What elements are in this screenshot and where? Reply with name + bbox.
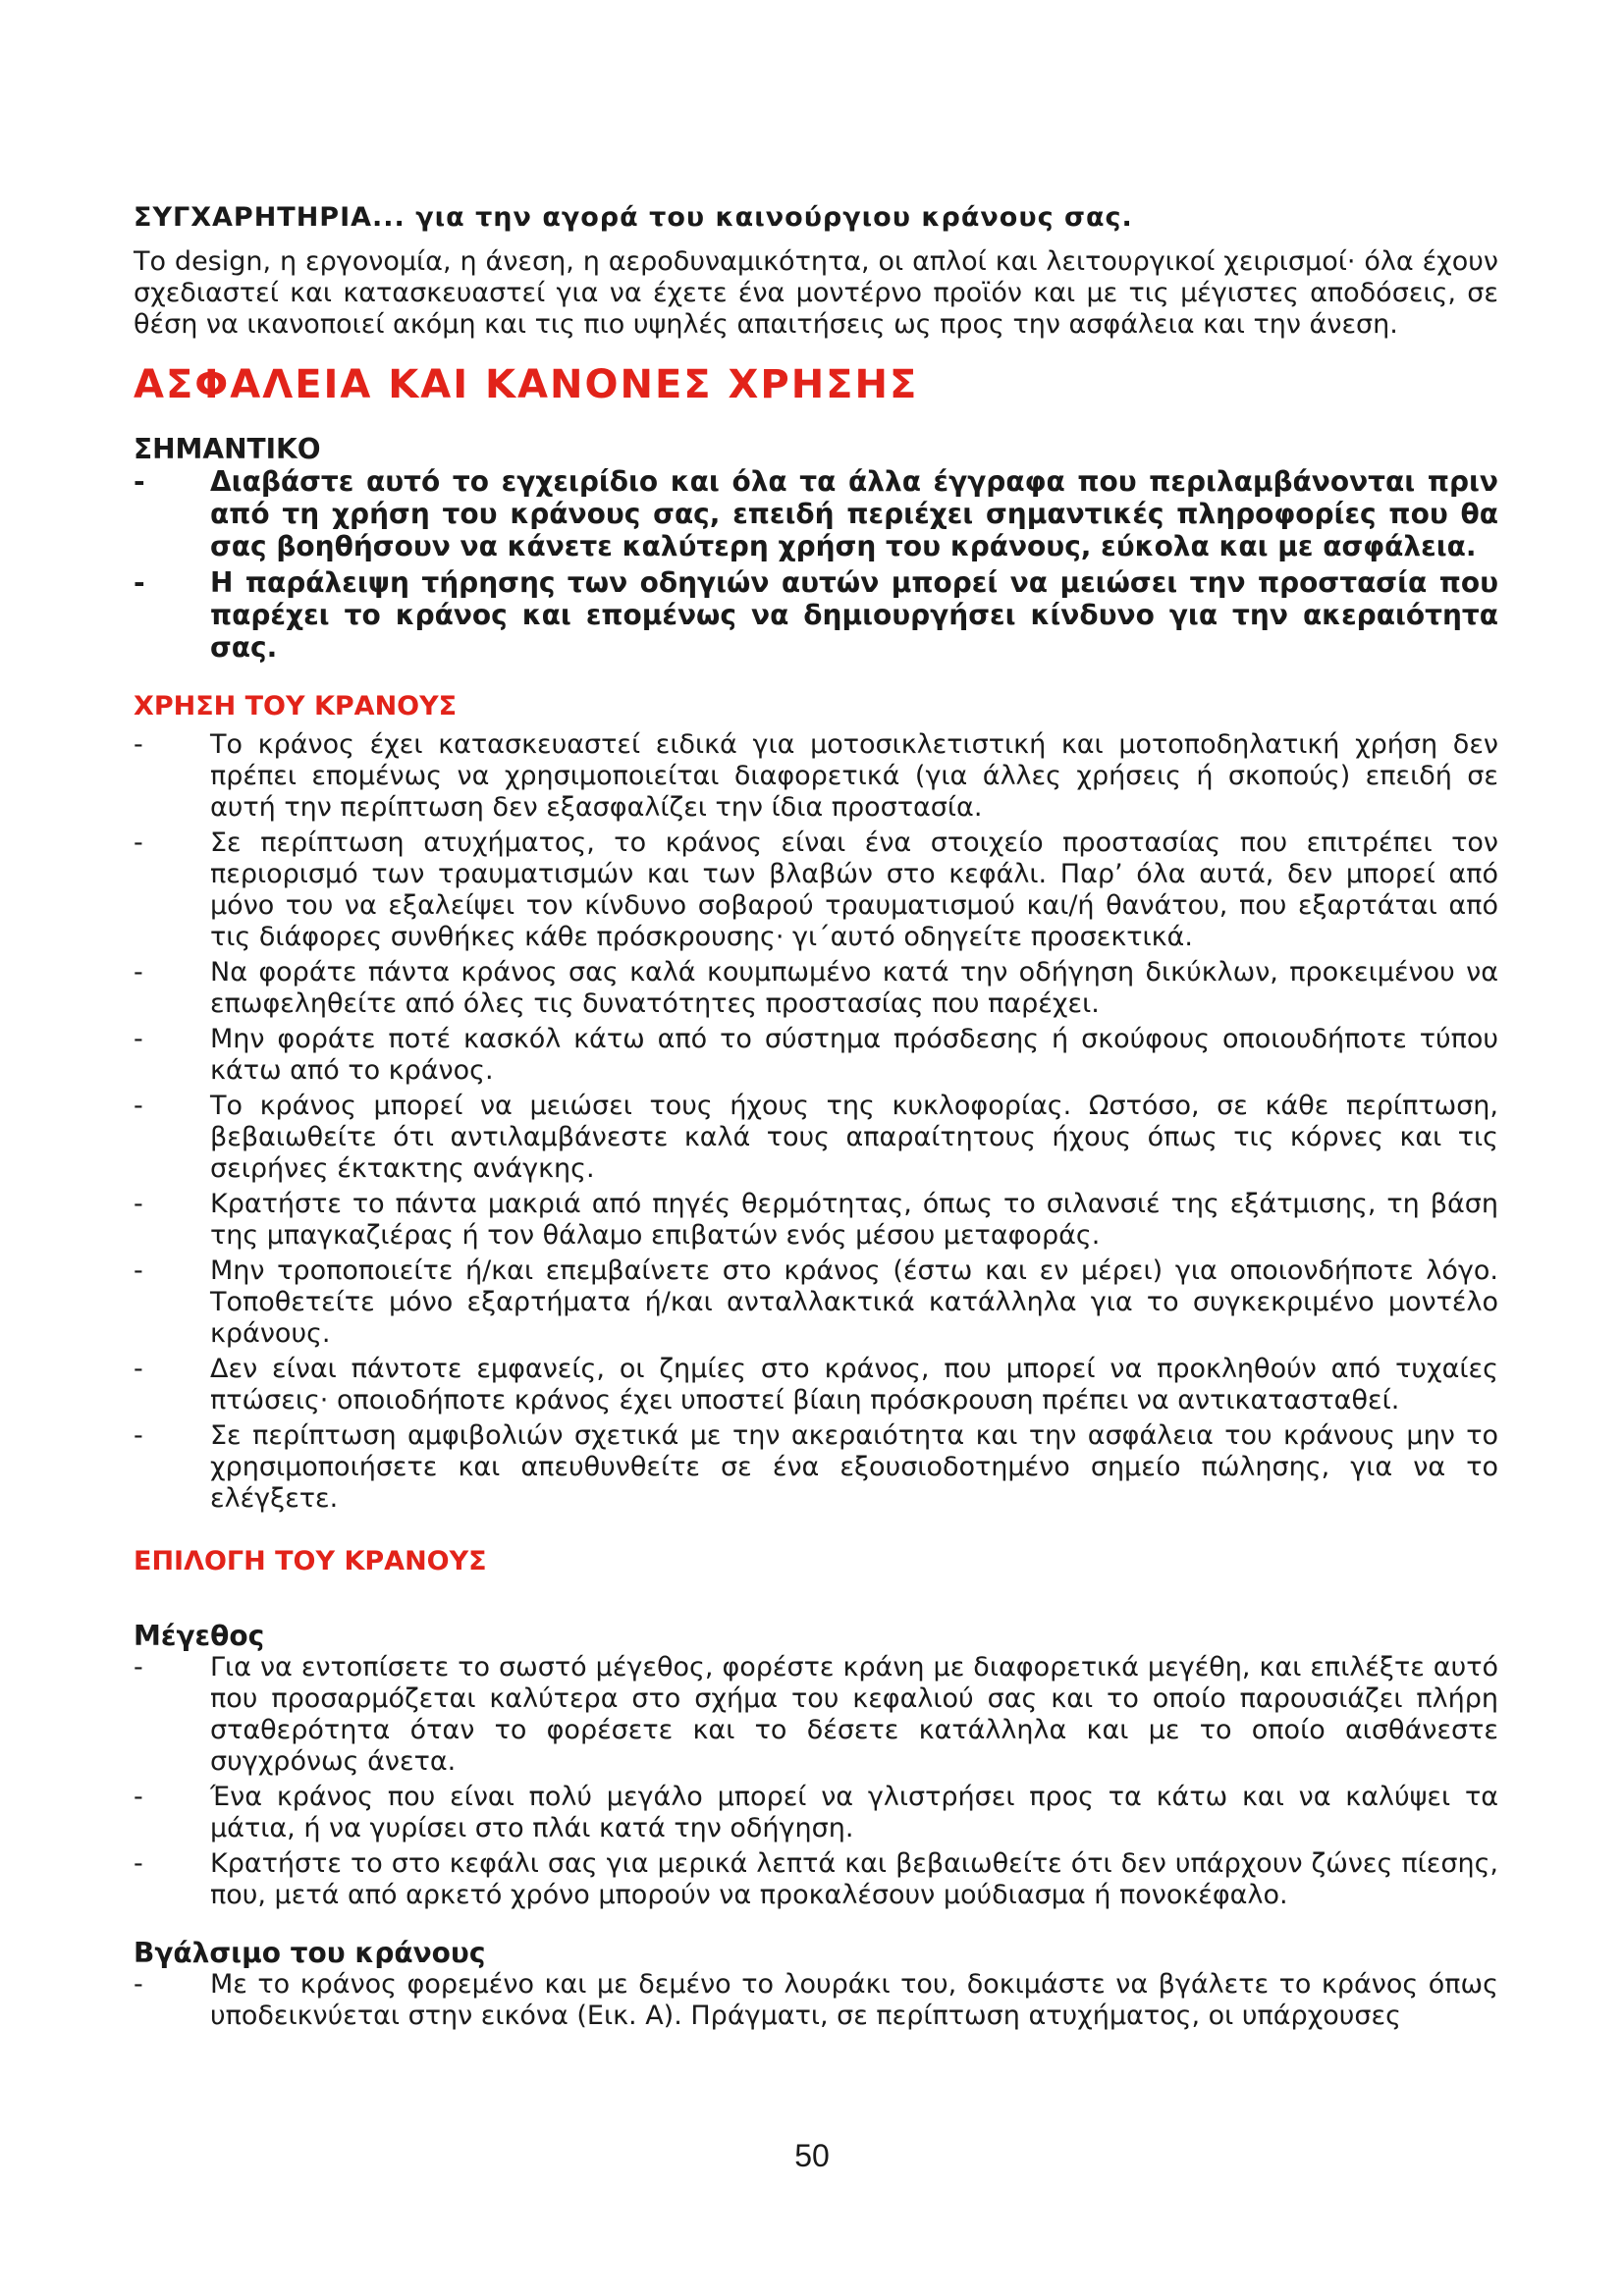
manual-page <box>134 202 1498 2036</box>
safety-heading: ΑΣΦΑΛΕΙΑ ΚΑΙ ΚΑΝΟΝΕΣ ΧΡΗΣΗΣ <box>134 362 919 407</box>
choice-heading: ΕΠΙΛΟΓΗ ΤΟΥ ΚΡΑΝΟΥΣ <box>134 1546 487 1576</box>
bullet-dash: - <box>134 566 145 599</box>
bullet-dash: - <box>134 1782 143 1812</box>
list-item: - Μην τροποποιείτε ή/και επεμβαίνετε στο κράνος (έστω και εν μέρει) για οποιονδήποτε λόγο. Τοποθετείτε μόνο εξαρτήματα ή/και ανταλλακτικά κατάλληλα για το συγκεκριμένο μοντέλο κράνους. <box>134 1255 1498 1349</box>
list-item: - Μην φοράτε ποτέ κασκόλ κάτω από το σύστημα πρόσδεσης ή σκούφους οποιουδήποτε τύπου κάτω από το κράνος. <box>134 1024 1498 1086</box>
list-item: - Για να εντοπίσετε το σωστό μέγεθος, φορέστε κράνη με διαφορετικά μεγέθη, και επιλέξτε αυτό που προσαρμόζεται καλύτερα στο σχήμα του κεφαλιού σας και το οποίο παρουσιάζει πλήρη σταθερότητα όταν το φορέσετε και το δέσετε κατάλληλα και με το οποίο αισθάνεστε συγχρόνως άνετα. <box>134 1652 1498 1777</box>
list-item: - Με το κράνος φορεμένο και με δεμένο το λουράκι του, δοκιμάστε να βγάλετε το κράνος όπως υποδεικνύεται στην εικόνα (Εικ. Α). Πράγματι, σε περίπτωση ατυχήματος, οι υπάρχουσες <box>134 1969 1498 2031</box>
list-item: - Ένα κράνος που είναι πολύ μεγάλο μπορεί να γλιστρήσει προς τα κάτω και να καλύψει τα μάτια, ή να γυρίσει στο πλάι κατά την οδήγηση. <box>134 1782 1498 1843</box>
bullet-dash: - <box>134 729 143 760</box>
bullet-dash: - <box>134 1255 143 1286</box>
use-heading: ΧΡΗΣΗ ΤΟΥ ΚΡΑΝΟΥΣ <box>134 691 458 721</box>
bullet-dash: - <box>134 1024 143 1054</box>
bullet-dash: - <box>134 957 143 988</box>
list-item: - Διαβάστε αυτό το εγχειρίδιο και όλα τα άλλα έγγραφα που περιλαμβάνονται πριν από τη χρήση του κράνους σας, επειδή περιέχει σημαντικές πληροφορίες που θα σας βοηθήσουν να κάνετε καλύτερη χρήση του κράνους, εύκολα και με ασφάλεια. <box>134 465 1498 562</box>
removal-heading: Βγάλσιμο του κράνους <box>134 1937 486 1969</box>
important-list <box>134 465 1498 664</box>
list-item: - Το κράνος μπορεί να μειώσει τους ήχους της κυκλοφορίας. Ωστόσο, σε κάθε περίπτωση, βεβαιωθείτε ότι αντιλαμβάνεστε καλά τους απαραίτητους ήχους όπως τις κόρνες και τις σειρήνες έκτακτης ανάγκης. <box>134 1091 1498 1184</box>
list-item: - Η παράλειψη τήρησης των οδηγιών αυτών μπορεί να μειώσει την προστασία που παρέχει το κράνος και επομένως να δημιουργήσει κίνδυνο για την ακεραιότητα σας. <box>134 566 1498 664</box>
size-heading: Μέγεθος <box>134 1620 265 1652</box>
page-number: 50 <box>794 2138 830 2173</box>
removal-list <box>134 1969 1498 2032</box>
bullet-dash: - <box>134 1969 143 2000</box>
bullet-dash: - <box>134 828 143 858</box>
bullet-dash: - <box>134 465 145 498</box>
list-item: - Να φοράτε πάντα κράνος σας καλά κουμπωμένο κατά την οδήγηση δικύκλων, προκειμένου να επωφεληθείτε από όλες τις δυνατότητες προστασίας που παρέχει. <box>134 957 1498 1019</box>
bullet-dash: - <box>134 1354 143 1384</box>
intro-title: ΣΥΓΧΑΡΗΤΗΡΙΑ... για την αγορά του καινούργιου κράνους σας. <box>134 202 1133 233</box>
list-item: - Σε περίπτωση ατυχήματος, το κράνος είναι ένα στοιχείο προστασίας που επιτρέπει τον περιορισμό των τραυματισμών και των βλαβών στο κεφάλι. Παρ’ όλα αυτά, δεν μπορεί από μόνο του να εξαλείψει τον κίνδυνο σοβαρού τραυματισμού και/ή θανάτου, που εξαρτάται από τις διάφορες συνθήκες κάθε πρόσκρουσης· γι΄αυτό οδηγείτε προσεκτικά. <box>134 828 1498 952</box>
important-label: ΣΗΜΑΝΤΙΚΟ <box>134 433 321 465</box>
bullet-dash: - <box>134 1091 143 1121</box>
list-item: - Δεν είναι πάντοτε εμφανείς, οι ζημίες στο κράνος, που μπορεί να προκληθούν από τυχαίες πτώσεις· οποιοδήποτε κράνος έχει υποστεί βίαιη πρόσκρουση πρέπει να αντικατασταθεί. <box>134 1354 1498 1415</box>
intro-paragraph: Το design, η εργονομία, η άνεση, η αεροδυναμικότητα, οι απλοί και λειτουργικοί χειρισμοί· όλα έχουν σχεδιαστεί και κατασκευαστεί για να έχετε ένα μοντέρνο προϊόν και με τις μέγιστες αποδόσεις, σε θέση να ικανοποιεί ακόμη και τις πιο υψηλές απαιτήσεις ως προς την ασφάλεια και την άνεση. <box>134 246 1498 340</box>
bullet-dash: - <box>134 1848 143 1879</box>
list-item: - Σε περίπτωση αμφιβολιών σχετικά με την ακεραιότητα και την ασφάλεια του κράνους μην το χρησιμοποιήσετε και απευθυνθείτε σε ένα εξουσιοδοτημένο σημείο πώλησης, για να το ελέγξετε. <box>134 1420 1498 1514</box>
use-list <box>134 729 1498 1515</box>
size-list <box>134 1652 1498 1911</box>
bullet-dash: - <box>134 1420 143 1451</box>
list-item: - Κρατήστε το στο κεφάλι σας για μερικά λεπτά και βεβαιωθείτε ότι δεν υπάρχουν ζώνες πίεσης, που, μετά από αρκετό χρόνο μπορούν να προκαλέσουν μούδιασμα ή πονοκέφαλο. <box>134 1848 1498 1910</box>
bullet-dash: - <box>134 1652 143 1682</box>
bullet-dash: - <box>134 1189 143 1219</box>
list-item: - Το κράνος έχει κατασκευαστεί ειδικά για μοτοσικλετιστική και μοτοποδηλατική χρήση δεν πρέπει επομένως να χρησιμοποιείται διαφορετικά (για άλλες χρήσεις ή σκοπούς) επειδή σε αυτή την περίπτωση δεν εξασφαλίζει την ίδια προστασία. <box>134 729 1498 823</box>
list-item: - Κρατήστε το πάντα μακριά από πηγές θερμότητας, όπως το σιλανσιέ της εξάτμισης, τη βάση της μπαγκαζιέρας ή τον θάλαμο επιβατών ενός μέσου μεταφοράς. <box>134 1189 1498 1251</box>
